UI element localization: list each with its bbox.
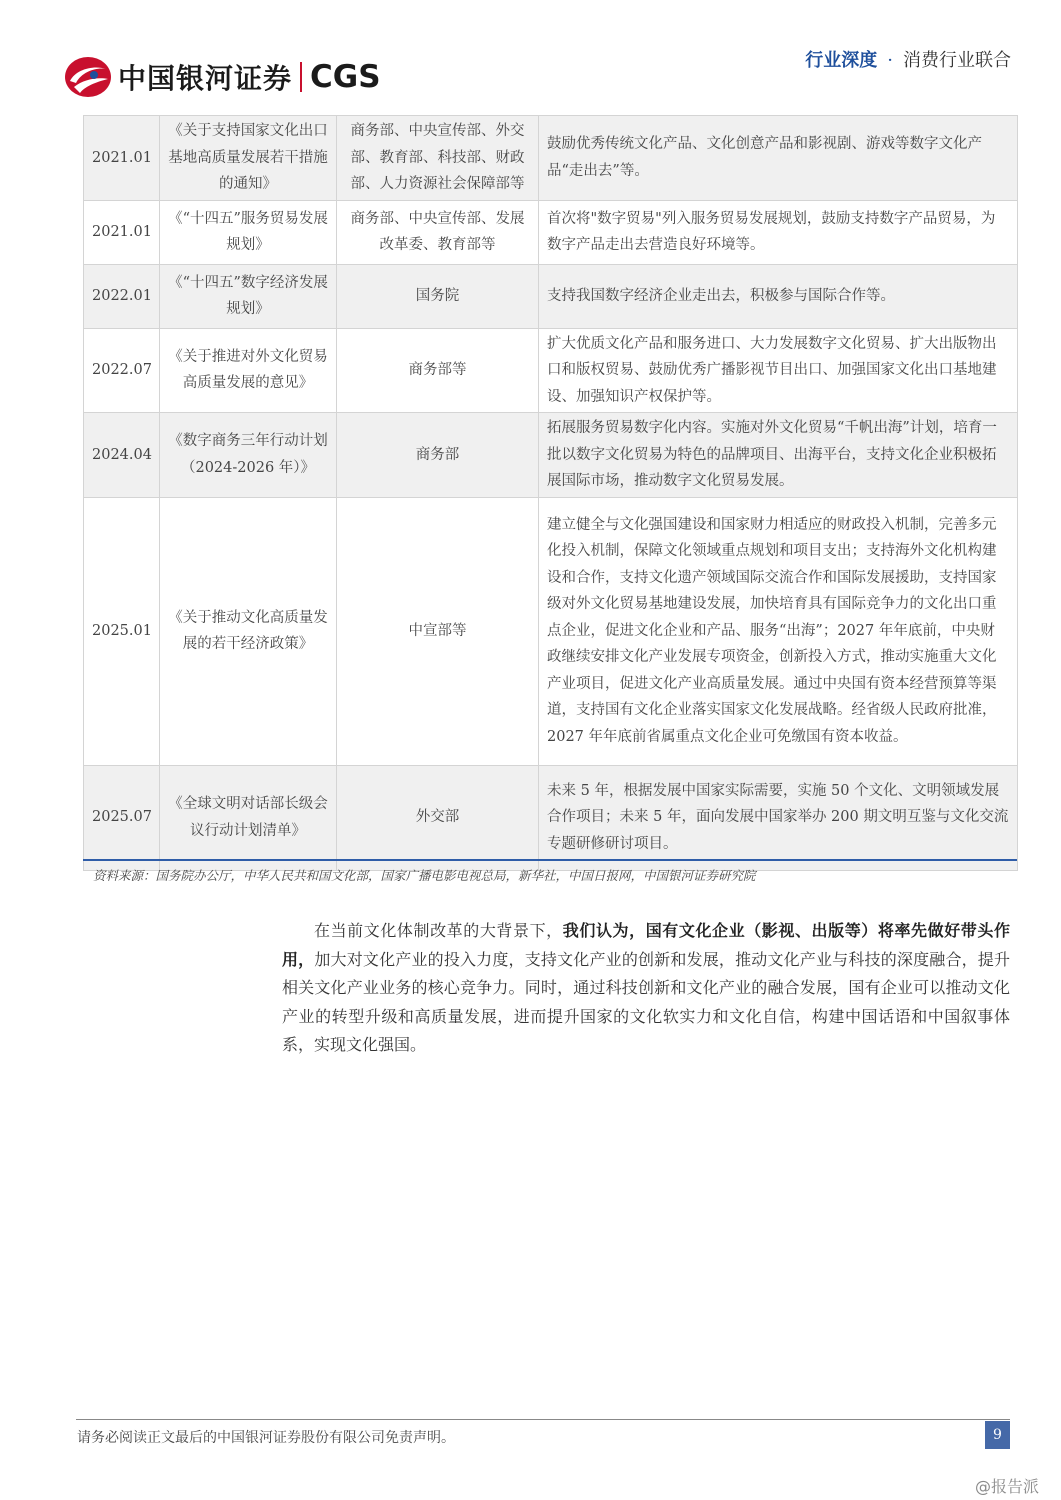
page-number: 9 (985, 1421, 1010, 1449)
description-cell: 支持我国数字经济企业走出去，积极参与国际合作等。 (539, 264, 1018, 328)
department-cell: 国务院 (337, 264, 539, 328)
report-header (805, 46, 1011, 72)
department-cell: 商务部等 (337, 328, 539, 413)
date-cell: 2021.01 (84, 200, 160, 264)
date-cell: 2022.07 (84, 328, 160, 413)
footer-disclaimer: 请务必阅读正文最后的中国银河证券股份有限公司免责声明。 (77, 1430, 455, 1446)
date-cell: 2021.01 (84, 116, 160, 201)
cgs-logo-icon (64, 55, 112, 99)
department-cell: 外交部 (337, 765, 539, 870)
description-cell: 拓展服务贸易数字化内容。实施对外文化贸易“千帆出海”计划，培育一批以数字文化贸易为特色的品牌项目、出海平台，支持文化企业积极拓展国际市场，推动数字文化贸易发展。 (539, 413, 1018, 498)
department-cell: 商务部 (337, 413, 539, 498)
department-cell: 中宣部等 (337, 497, 539, 765)
document-cell: 《“十四五”数字经济发展规划》 (160, 264, 337, 328)
table-row (84, 328, 1018, 413)
date-cell: 2025.07 (84, 765, 160, 870)
logo-text: 中国银河证券 (118, 62, 293, 95)
description-cell: 鼓励优秀传统文化产品、文化创意产品和影视剧、游戏等数字文化产品“走出去”等。 (539, 116, 1018, 201)
description-cell: 扩大优质文化产品和服务进口、大力发展数字文化贸易、扩大出版物出口和版权贸易、鼓励优秀广播影视节目出口、加强国家文化出口基地建设、加强知识产权保护等。 (539, 328, 1018, 413)
document-cell: 《关于支持国家文化出口基地高质量发展若干措施的通知》 (160, 116, 337, 201)
document-cell: 《关于推动文化高质量发展的若干经济政策》 (160, 497, 337, 765)
footer-rule (76, 1419, 1010, 1420)
table-row (84, 264, 1018, 328)
document-cell: 《数字商务三年行动计划（2024-2026 年）》 (160, 413, 337, 498)
document-cell: 《关于推进对外文化贸易高质量发展的意见》 (160, 328, 337, 413)
report-title: 消费行业联合 (903, 50, 1011, 71)
date-cell: 2022.01 (84, 264, 160, 328)
header-dot: · (887, 50, 893, 71)
description-cell: 首次将"数字贸易"列入服务贸易发展规划，鼓励支持数字产品贸易，为数字产品走出去营造良好环境等。 (539, 200, 1018, 264)
company-logo (64, 55, 381, 99)
watermark: @报告派 (975, 1477, 1040, 1496)
date-cell: 2024.04 (84, 413, 160, 498)
table-row (84, 413, 1018, 498)
source-note: 资料来源：国务院办公厅，中华人民共和国文化部，国家广播电影电视总局，新华社，中国日报网，中国银河证券研究院 (93, 868, 756, 883)
description-cell: 未来 5 年，根据发展中国家实际需要，实施 50 个文化、文明领域发展合作项目；未来 5 年，面向发展中国家举办 200 期文明互鉴与文化交流专题研修研讨项目。 (539, 765, 1018, 870)
description-cell: 建立健全与文化强国建设和国家财力相适应的财政投入机制，完善多元化投入机制，保障文化领域重点规划和项目支出；支持海外文化机构建设和合作，支持文化遗产领域国际交流合作和国际发展援助，支持国家级对外文化贸易基地建设发展，加快培育具有国际竞争力的文化出口重点企业，促进文化企业和产品、服务“出海”；2027 年年底前，中央财政继续安排文化产业发展专项资金，创新投入方式，推动实施重大文化产业项目，促进文化产业高质量发展。通过中央国有资本经营预算等渠道，支持国有文化企业落实国家文化发展战略。经省级人民政府批准，2027 年年底前省属重点文化企业可免缴国有资本收益。 (539, 497, 1018, 765)
paragraph-rest: 加大对文化产业的投入力度，支持文化产业的创新和发展，推动文化产业与科技的深度融合，提升相关文化产业业务的核心竞争力。同时，通过科技创新和文化产业的融合发展，国有企业可以推动文化产业的转型升级和高质量发展，进而提升国家的文化软实力和文化自信，构建中国话语和中国叙事体系，实现文化强国。 (282, 949, 1010, 1054)
paragraph-bold: 我们认为，国有文化企业（影视、出版等）将率先做好带头作用， (282, 921, 1010, 969)
logo-cgs: CGS (310, 59, 381, 95)
table-row (84, 200, 1018, 264)
table-row (84, 497, 1018, 765)
document-cell: 《“十四五”服务贸易发展规划》 (160, 200, 337, 264)
document-cell: 《全球文明对话部长级会议行动计划清单》 (160, 765, 337, 870)
report-type: 行业深度 (805, 50, 878, 71)
department-cell: 商务部、中央宣传部、发展改革委、教育部等 (337, 200, 539, 264)
paragraph-intro: 在当前文化体制改革的大背景下， (314, 921, 563, 940)
table-row (84, 116, 1018, 201)
logo-separator (300, 62, 302, 92)
table-row (84, 765, 1018, 870)
body-paragraph (282, 917, 1010, 1060)
date-cell: 2025.01 (84, 497, 160, 765)
policy-table (83, 115, 1018, 871)
department-cell: 商务部、中央宣传部、外交部、教育部、科技部、财政部、人力资源社会保障部等 (337, 116, 539, 201)
table-bottom-rule (83, 859, 1017, 861)
